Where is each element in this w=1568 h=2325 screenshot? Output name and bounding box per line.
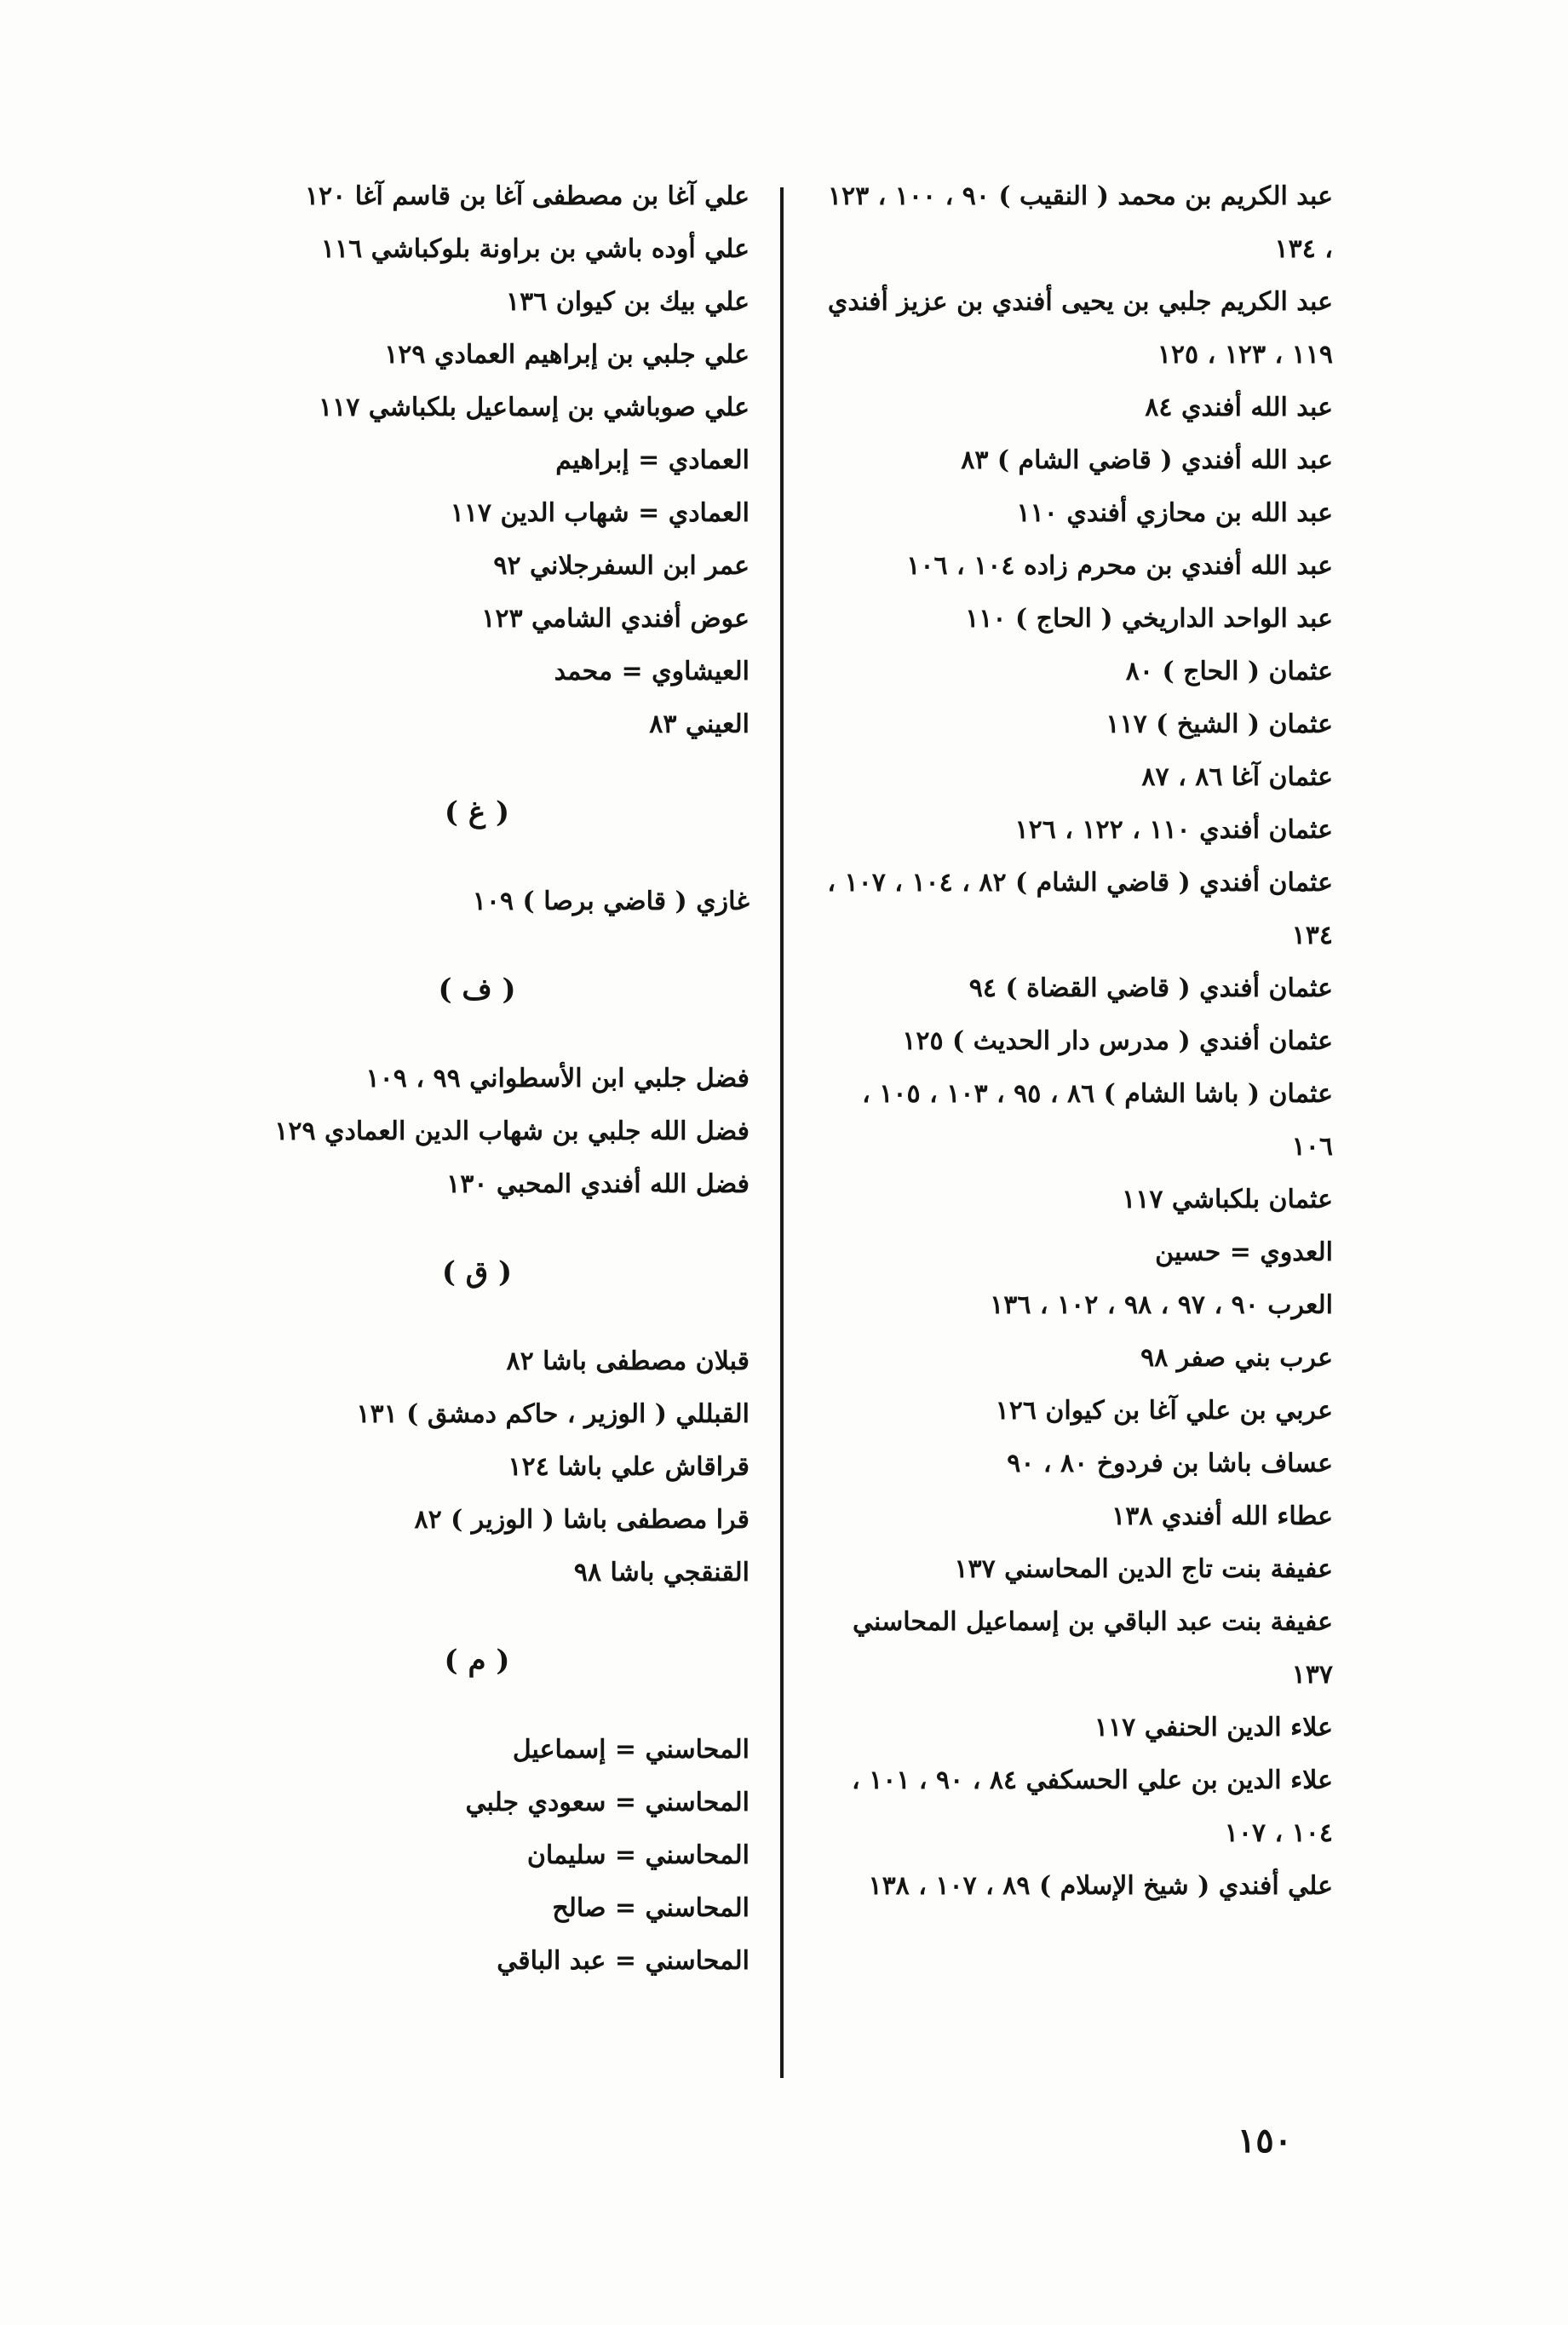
index-entry: علي صوباشي بن إسماعيل بلكباشي ١١٧ <box>318 393 750 422</box>
index-entry: عربي بن علي آغا بن كيوان ١٢٦ <box>995 1396 1333 1426</box>
index-entry: عبد الله أفندي ( قاضي الشام ) ٨٣ <box>961 445 1333 475</box>
index-entry: غازي ( قاضي برصا ) ١٠٩ <box>472 887 750 916</box>
index-entry: عطاء الله أفندي ١٣٨ <box>1111 1501 1333 1531</box>
index-entry: عبد الله أفندي ٨٤ <box>1145 393 1333 422</box>
index-entry: عبد الله بن محازي أفندي ١١٠ <box>1016 498 1333 528</box>
index-entry: عثمان أفندي ١١٠ ، ١٢٢ ، ١٢٦ <box>1014 815 1333 845</box>
index-entry: القبللي ( الوزير ، حاكم دمشق ) ١٣١ <box>356 1399 750 1429</box>
index-entry: المحاسني = إسماعيل <box>512 1735 750 1765</box>
index-entry: عفيفة بنت تاج الدين المحاسني ١٣٧ <box>954 1554 1333 1584</box>
index-entry: عوض أفندي الشامي ١٢٣ <box>481 604 750 634</box>
section-heading-ghain: ( غ ) <box>444 795 510 830</box>
index-entry: عفيفة بنت عبد الباقي بن إسماعيل المحاسني ١٣٧ <box>853 1607 1333 1690</box>
index-entry: عبد الله أفندي بن محرم زاده ١٠٤ ، ١٠٦ <box>906 551 1333 581</box>
page-number: ١٥٠ <box>1237 2121 1293 2161</box>
index-entry: عبد الكريم جلبي بن يحيى أفندي بن عزيز أفندي ١١٩ ، ١٢٣ ، ١٢٥ <box>827 287 1333 370</box>
index-entry: المحاسني = سليمان <box>526 1840 750 1870</box>
index-entry: عثمان ( باشا الشام ) ٨٦ ، ٩٥ ، ١٠٣ ، ١٠٥ ، ١٠٦ <box>862 1079 1333 1162</box>
index-entry: العدوي = حسين <box>1155 1237 1333 1267</box>
index-entry: قبلان مصطفى باشا ٨٢ <box>506 1346 750 1376</box>
index-entry: عثمان ( الشيخ ) ١١٧ <box>1106 709 1333 739</box>
index-entry: علي أوده باشي بن براونة بلوكباشي ١١٦ <box>320 234 750 264</box>
index-entry: علاء الدين بن علي الحسكفي ٨٤ ، ٩٠ ، ١٠١ ، ١٠٤ ، ١٠٧ <box>851 1765 1333 1848</box>
section-heading-fa: ( ف ) <box>438 973 516 1007</box>
index-entry: عبد الواحد الداريخي ( الحاج ) ١١٠ <box>965 604 1333 634</box>
index-entry: القنقجي باشا ٩٨ <box>573 1558 750 1587</box>
section-heading-qaf: ( ق ) <box>441 1255 513 1289</box>
index-entry: عثمان آغا ٨٦ ، ٨٧ <box>1141 762 1333 792</box>
index-column-right <box>822 170 1333 1913</box>
index-entry: عثمان أفندي ( مدرس دار الحديث ) ١٢٥ <box>902 1026 1333 1056</box>
index-entry: علي بيك بن كيوان ١٣٦ <box>505 287 750 317</box>
index-entry: العيني ٨٣ <box>649 709 750 739</box>
index-entry: عثمان أفندي ( قاضي القضاة ) ٩٤ <box>968 973 1333 1003</box>
index-entry: عرب بني صفر ٩٨ <box>1140 1343 1333 1373</box>
index-entry: عثمان ( الحاج ) ٨٠ <box>1125 657 1333 686</box>
index-entry: فضل الله أفندي المحبي ١٣٠ <box>446 1169 750 1199</box>
index-entry: عمر ابن السفرجلاني ٩٢ <box>493 551 750 581</box>
index-column-left <box>204 170 750 1988</box>
index-entry: علي أفندي ( شيخ الإسلام ) ٨٩ ، ١٠٧ ، ١٣٨ <box>868 1871 1333 1901</box>
index-entry: المحاسني = عبد الباقي <box>497 1946 750 1976</box>
index-entry: العرب ٩٠ ، ٩٧ ، ٩٨ ، ١٠٢ ، ١٣٦ <box>990 1290 1333 1320</box>
column-divider <box>780 187 784 2078</box>
index-entry: علي آغا بن مصطفى آغا بن قاسم آغا ١٢٠ <box>304 181 750 211</box>
index-entry: علي جلبي بن إبراهيم العمادي ١٢٩ <box>384 340 750 370</box>
index-entry: علاء الدين الحنفي ١١٧ <box>1094 1713 1333 1742</box>
index-entry: عبد الكريم بن محمد ( النقيب ) ٩٠ ، ١٠٠ ، ١٢٣ ، ١٣٤ <box>827 181 1333 264</box>
index-entry: عثمان أفندي ( قاضي الشام ) ٨٢ ، ١٠٤ ، ١٠٧ ، ١٣٤ <box>827 868 1333 950</box>
index-entry: العيشاوي = محمد <box>554 657 750 686</box>
index-entry: العمادي = شهاب الدين ١١٧ <box>450 498 750 528</box>
section-heading-mim: ( م ) <box>444 1644 510 1678</box>
index-entry: فضل الله جلبي بن شهاب الدين العمادي ١٢٩ <box>274 1117 750 1146</box>
index-entry: المحاسني = صالح <box>552 1893 750 1923</box>
index-entry: فضل جلبي ابن الأسطواني ٩٩ ، ١٠٩ <box>365 1064 750 1094</box>
index-entry: عساف باشا بن فردوخ ٨٠ ، ٩٠ <box>1007 1449 1333 1478</box>
index-entry: قرا مصطفى باشا ( الوزير ) ٨٢ <box>414 1505 750 1535</box>
index-entry: المحاسني = سعودي جلبي <box>465 1788 750 1817</box>
index-entry: العمادي = إبراهيم <box>555 445 750 475</box>
index-entry: قراقاش علي باشا ١٢٤ <box>508 1452 750 1482</box>
index-entry: عثمان بلكباشي ١١٧ <box>1122 1185 1333 1214</box>
